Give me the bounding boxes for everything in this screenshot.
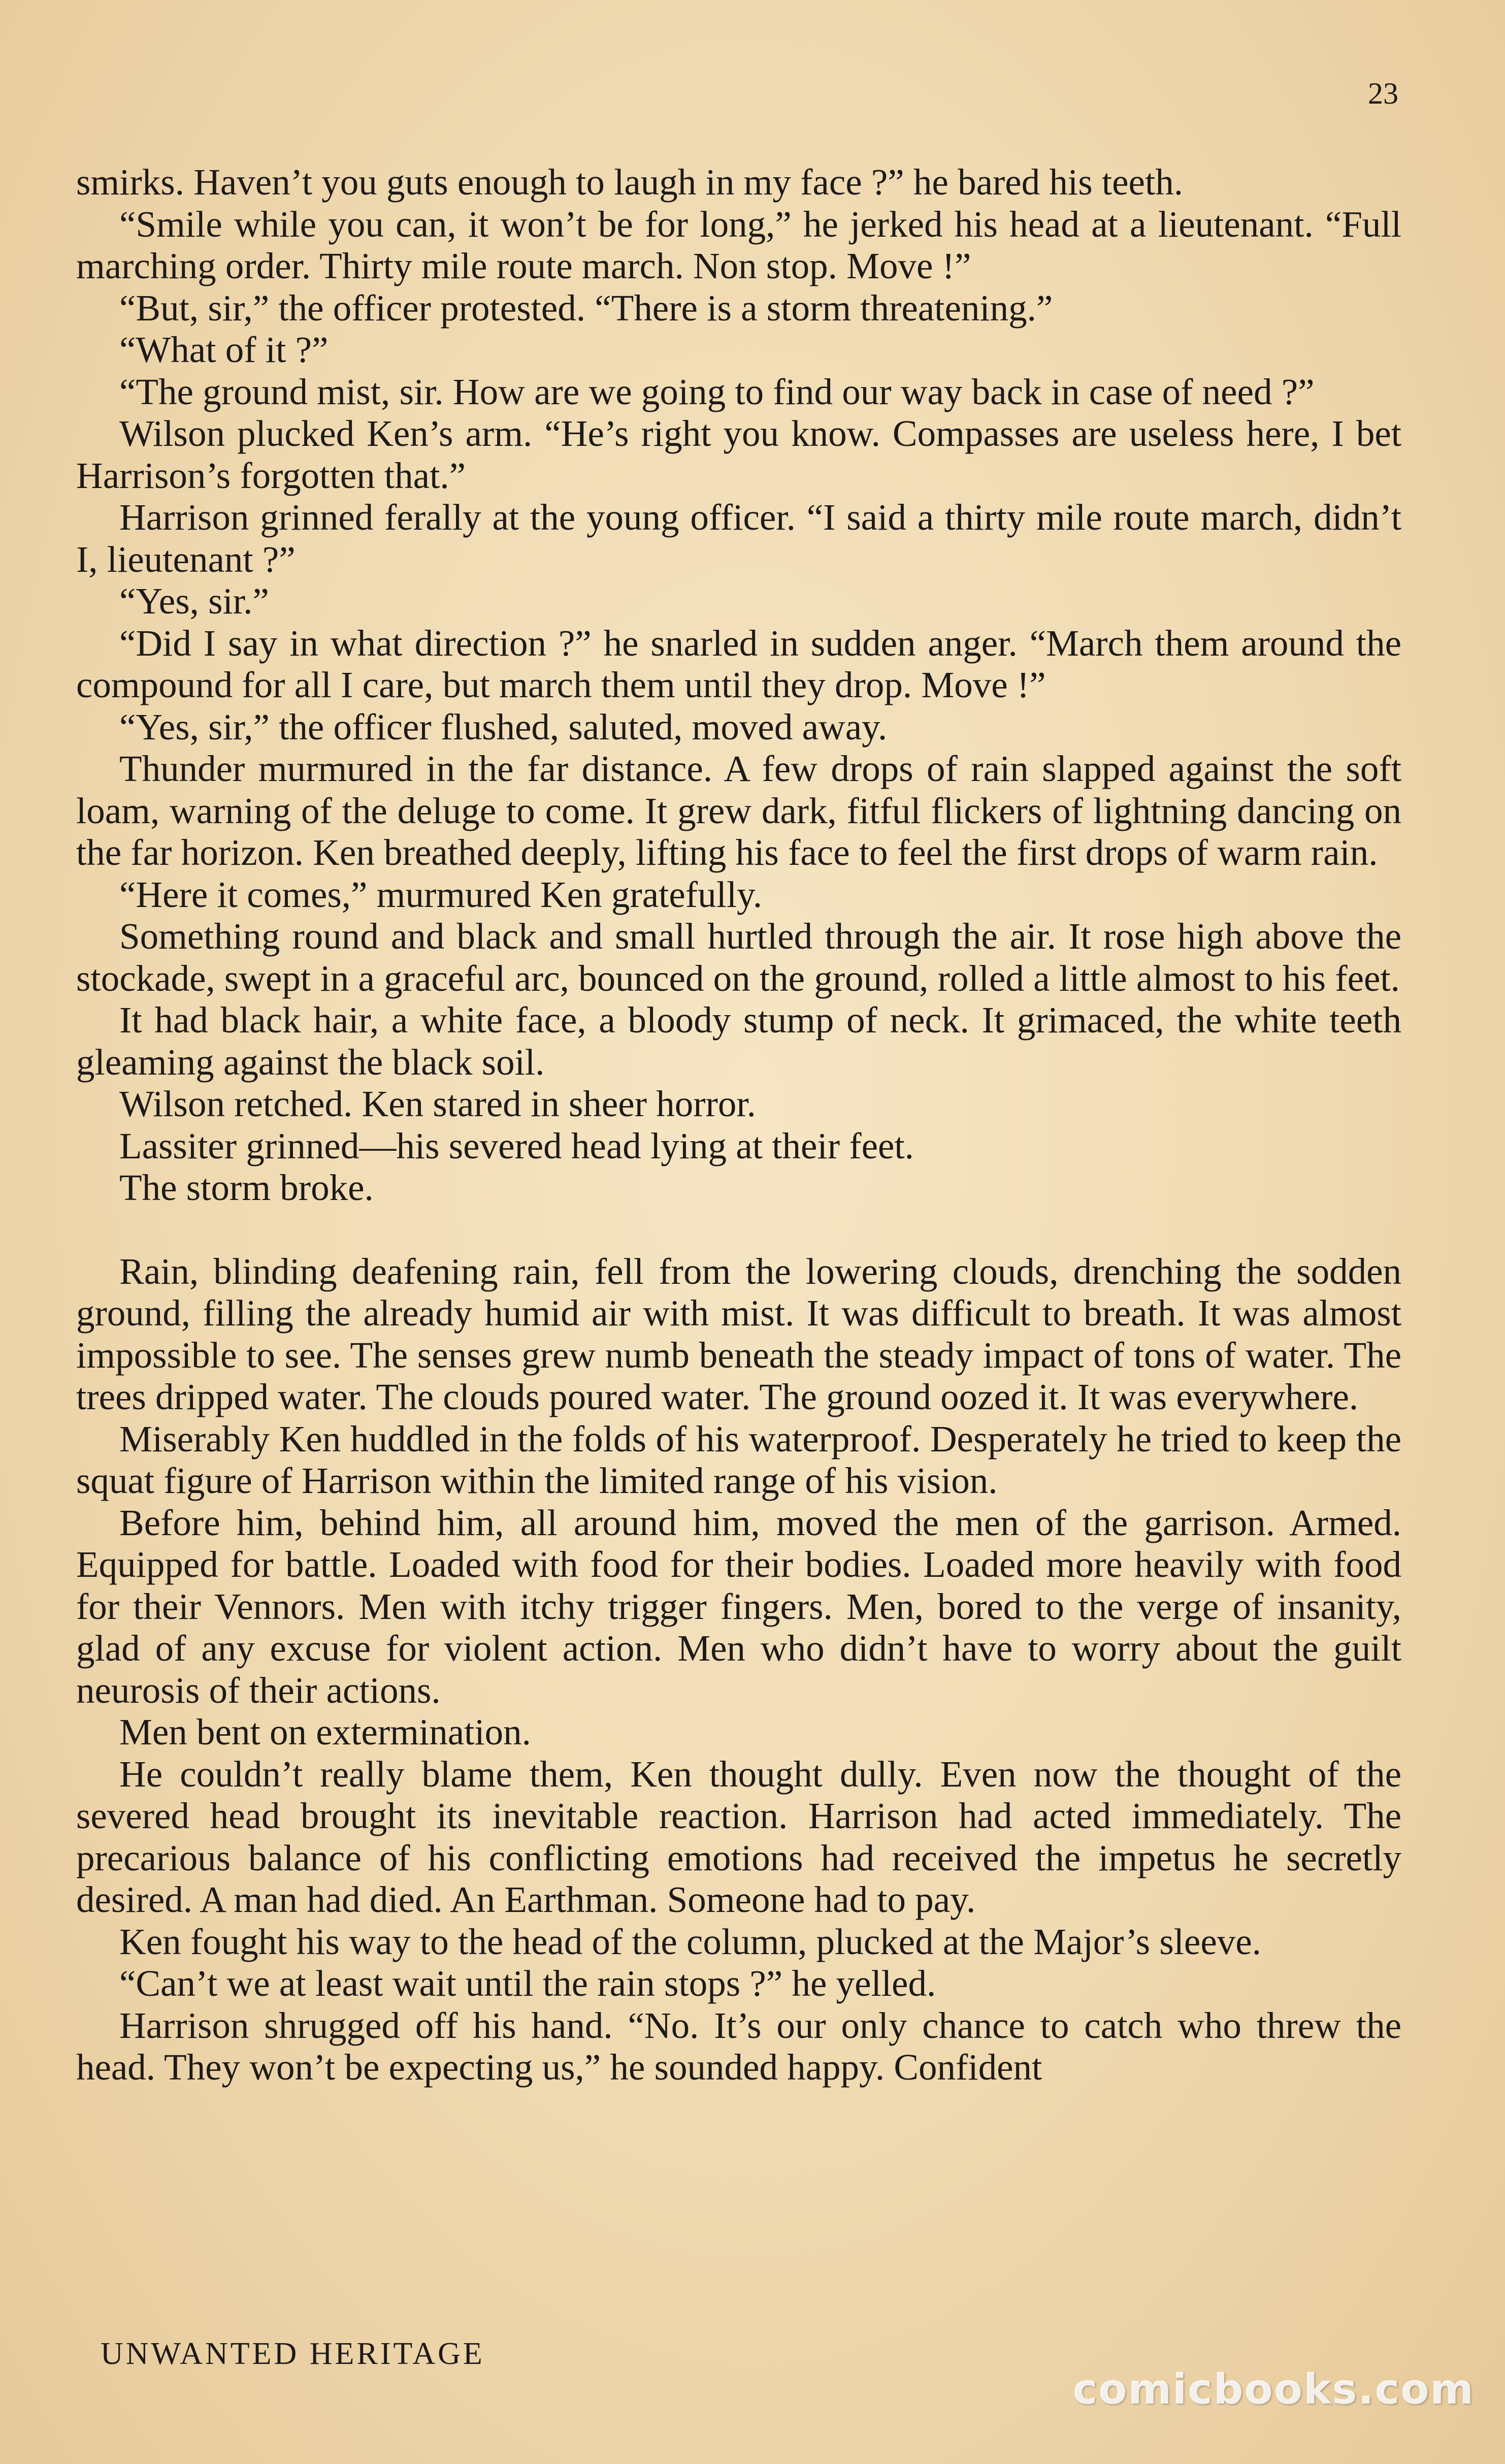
paragraph: Thunder murmured in the far distance. A few drops of rain slapped against the soft loam, warning of the deluge to come. It grew dark, fitful flickers of lightning dancing on the far horizon. Ken breathed deeply, lifting his face to feel the first drops of warm rain. [76,748,1401,873]
body-text [76,161,1401,2089]
paragraph: “Smile while you can, it won’t be for long,” he jerked his head at a lieutenant. “Full marching order. Thirty mile route march. Non stop. Move !” [76,203,1401,286]
paragraph: Men bent on extermination. [119,1711,531,1753]
paragraph: “But, sir,” the officer protested. “There is a storm threatening.” [119,287,1053,329]
paragraph: The storm broke. [119,1167,374,1208]
paragraph: Something round and black and small hurtled through the air. It rose high above the stockade, swept in a graceful arc, bounced on the ground, rolled a little almost to his feet. [76,916,1401,999]
paragraph: He couldn’t really blame them, Ken thought dully. Even now the thought of the severed head brought its inevitable reaction. Harrison had acted immediately. The precarious balance of his conflicting emotions had received the impetus he secretly desired. A man had died. An Earthman. Someone had to pay. [76,1753,1401,1920]
paragraph: “Can’t we at least wait until the rain stops ?” he yelled. [119,1963,936,2004]
paragraph: smirks. Haven’t you guts enough to laugh in my face ?” he bared his teeth. [76,161,1183,203]
paragraph: Miserably Ken huddled in the folds of his waterproof. Desperately he tried to keep the squat figure of Harrison within the limited range of his vision. [76,1418,1401,1501]
paragraph: Wilson plucked Ken’s arm. “He’s right you know. Compasses are useless here, I bet Harrison’s forgotten that.” [76,413,1401,496]
paragraph: “Did I say in what direction ?” he snarled in sudden anger. “March them around the compound for all I care, but march them until they drop. Move !” [76,622,1401,705]
paragraph: Harrison grinned ferally at the young officer. “I said a thirty mile route march, didn’t I, lieutenant ?” [76,497,1401,580]
paragraph: Harrison shrugged off his hand. “No. It’s our only chance to catch who threw the head. They won’t be expecting us,” he sounded happy. Confident [76,2004,1401,2088]
paragraph: “Yes, sir.” [119,580,269,622]
paragraph: “The ground mist, sir. How are we going to find our way back in case of need ?” [119,371,1315,412]
paragraph: Wilson retched. Ken stared in sheer horror. [119,1083,756,1124]
paragraph: Before him, behind him, all around him, moved the men of the garrison. Armed. Equipped for battle. Loaded with food for their bodies. Loaded more heavily with food for their Vennors. Men with itchy trigger fingers. Men, bored to the verge of insanity, glad of any excuse for violent action. Men who didn’t have to worry about the guilt neurosis of their actions. [76,1502,1401,1711]
paragraph: “Yes, sir,” the officer flushed, saluted, moved away. [119,706,888,748]
paragraph: “What of it ?” [119,329,329,370]
paragraph: Rain, blinding deafening rain, fell from the lowering clouds, drenching the sodden ground, filling the already humid air with mist. It was difficult to breath. It was almost impossible to see. The senses grew numb beneath the steady impact of tons of water. The trees dripped water. The clouds poured water. The ground oozed it. It was everywhere. [76,1250,1401,1417]
paragraph: It had black hair, a white face, a bloody stump of neck. It grimaced, the white teeth gleaming against the black soil. [76,999,1401,1083]
watermark: comicbooks.com [1072,2365,1475,2414]
paragraph: “Here it comes,” murmured Ken gratefully. [119,873,763,915]
running-footer-title: UNWANTED HERITAGE [101,2337,485,2371]
page-number: 23 [1368,77,1398,110]
paragraph: Ken fought his way to the head of the column, plucked at the Major’s sleeve. [119,1921,1261,1962]
paragraph: Lassiter grinned—his severed head lying at their feet. [119,1125,914,1166]
